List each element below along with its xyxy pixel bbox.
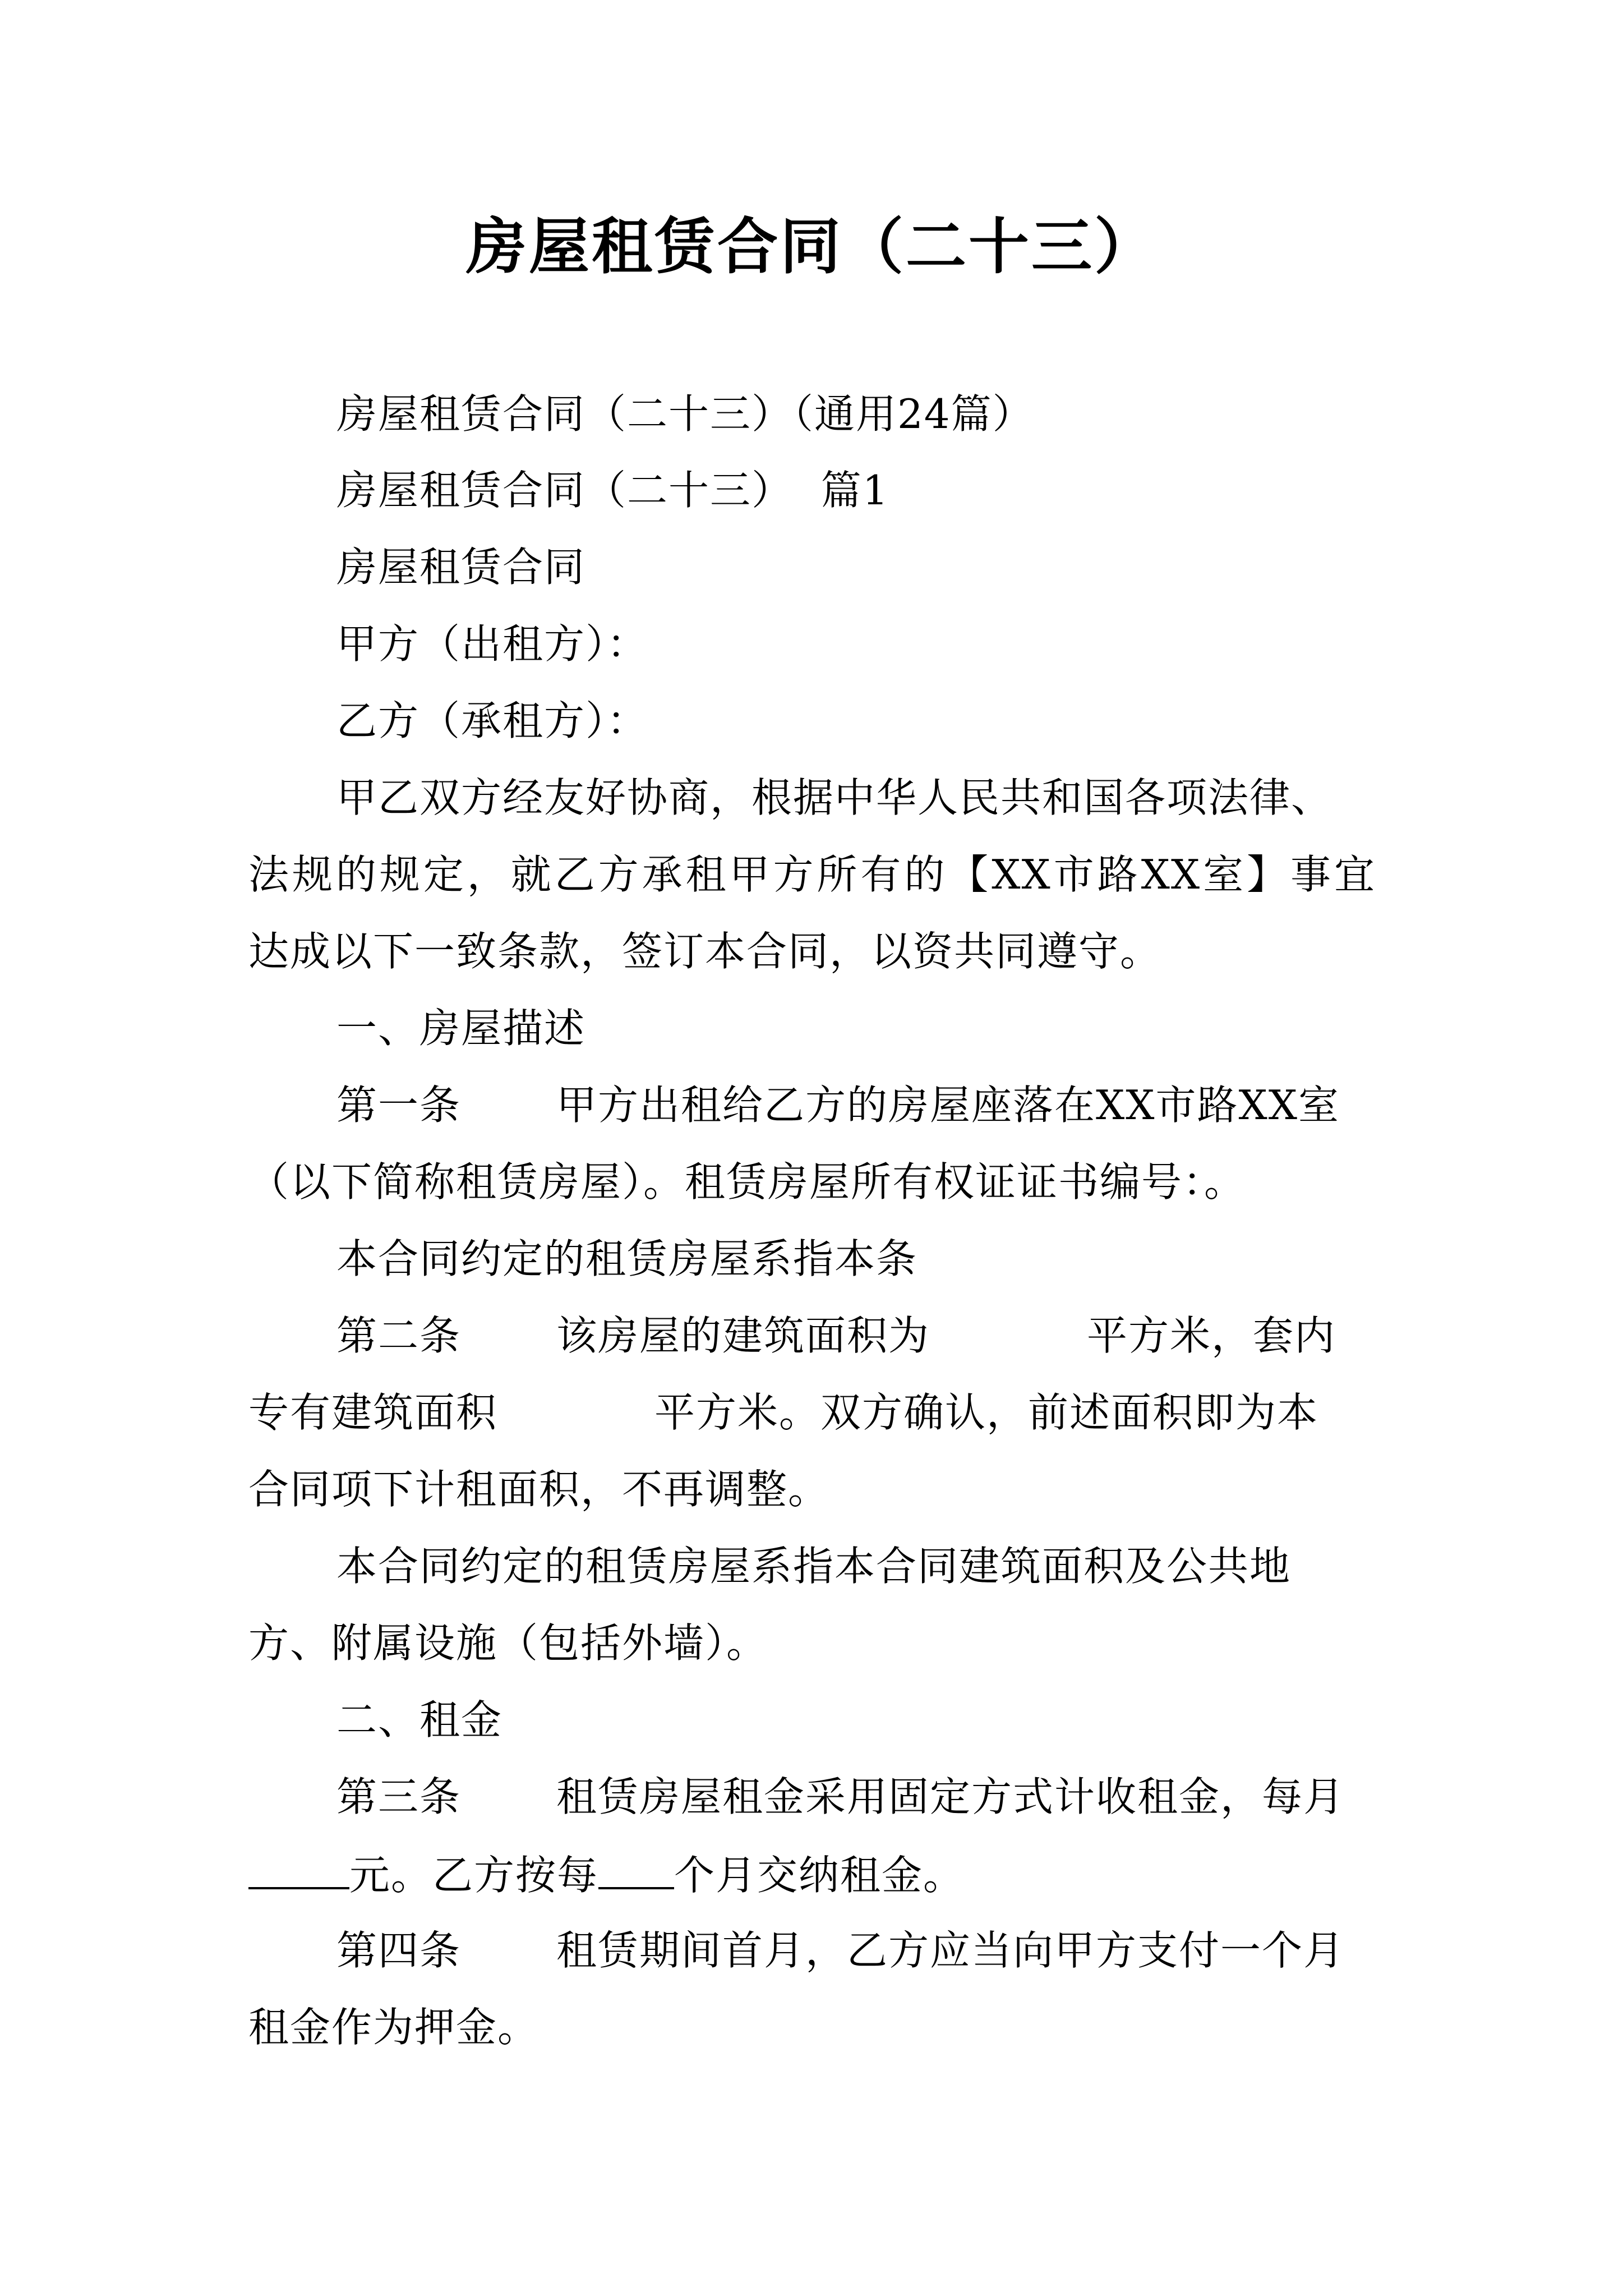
article-1-text: 甲方出租给乙方的房屋座落在XX市路XX室 [556, 1082, 1340, 1129]
article-1-line-1 [336, 1078, 1340, 1132]
article-1-line-3: 本合同约定的租赁房屋系指本条 [336, 1235, 918, 1282]
article-2-note-line-1: 本合同约定的租赁房屋系指本合同建筑面积及公共地 [336, 1543, 1292, 1590]
article-2-text-d: 平方米。双方确认，前述面积即为本 [654, 1389, 1319, 1436]
section-heading-1: 一、房屋描述 [336, 1005, 586, 1052]
article-3-text-c: 个月交纳租金。 [674, 1852, 965, 1899]
preamble-line-3: 达成以下一致条款，签订本合同，以资共同遵守。 [248, 928, 1162, 975]
article-1-line-2: （以下简称租赁房屋）。租赁房屋所有权证证书编号：。 [248, 1158, 1246, 1205]
payment-period-blank [598, 1847, 674, 1889]
subtitle-part-1: 房屋租赁合同（二十三） 篇1 [336, 467, 889, 514]
preamble-line-2: 法规的规定，就乙方承租甲方所有的【XX市路XX室】事宜 [248, 851, 1376, 898]
article-4-line-1 [336, 1924, 1345, 1977]
article-3-label: 第三条 [336, 1773, 462, 1820]
article-3-line-1 [336, 1770, 1345, 1824]
article-3-line-2 [248, 1847, 965, 1902]
article-3-text-b: 元。乙方按每 [349, 1852, 599, 1899]
article-4-label: 第四条 [336, 1927, 462, 1974]
article-2-text-c: 专有建筑面积 [248, 1389, 498, 1436]
article-2-line-2 [248, 1386, 1318, 1439]
article-2-text-b: 平方米，套内 [1087, 1312, 1336, 1359]
preamble-line-1: 甲乙双方经友好协商，根据中华人民共和国各项法律、 [336, 774, 1333, 821]
party-b-label: 乙方（承租方）： [336, 697, 649, 744]
article-2-text-a: 该房屋的建筑面积为 [556, 1312, 930, 1359]
article-2-note-line-2: 方、附属设施（包括外墙）。 [248, 1619, 768, 1667]
contract-heading: 房屋租赁合同 [336, 544, 586, 591]
article-4-line-2: 租金作为押金。 [248, 2004, 540, 2051]
article-4-text-a: 租赁期间首月，乙方应当向甲方支付一个月 [556, 1927, 1345, 1974]
article-2-line-1 [336, 1309, 1336, 1363]
article-2-label: 第二条 [336, 1312, 462, 1359]
article-1-label: 第一条 [336, 1082, 462, 1129]
section-heading-2: 二、租金 [336, 1696, 503, 1743]
subtitle-collection: 房屋租赁合同（二十三）（通用24篇） [336, 390, 1034, 438]
party-a-label: 甲方（出租方）： [336, 620, 649, 668]
article-3-text-a: 租赁房屋租金采用固定方式计收租金，每月 [556, 1773, 1345, 1820]
rent-amount-blank [248, 1847, 349, 1889]
document-title: 房屋租赁合同（二十三） [465, 211, 1157, 282]
article-2-line-3: 合同项下计租面积，不再调整。 [248, 1466, 830, 1513]
